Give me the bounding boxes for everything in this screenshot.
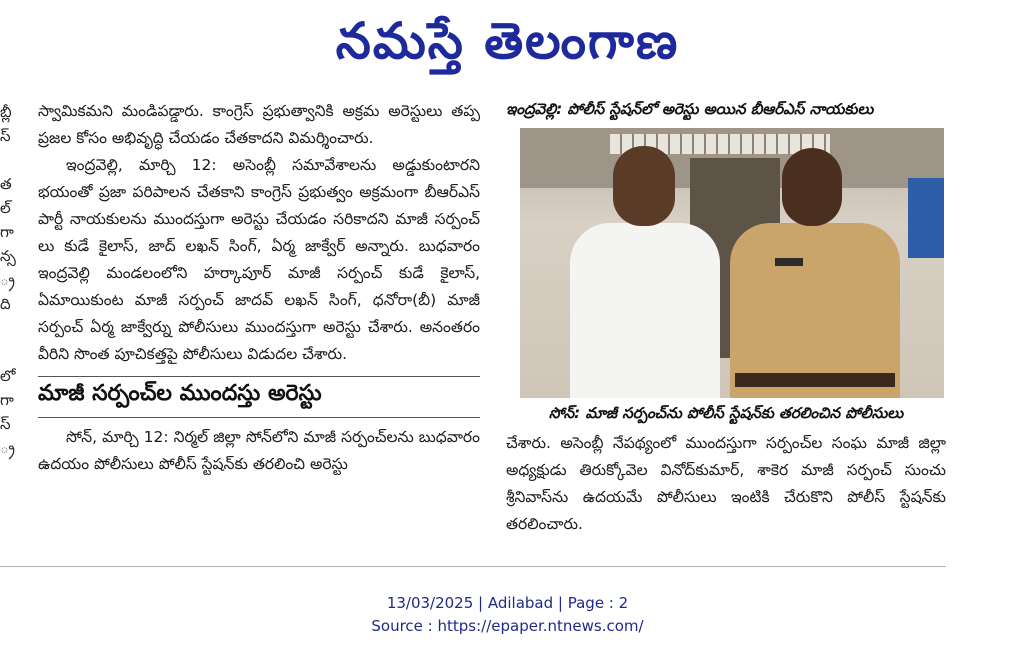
footer-divider bbox=[0, 566, 946, 567]
photo-police-belt bbox=[735, 373, 895, 387]
strip-line: స్ bbox=[0, 415, 11, 433]
strip-line: గా bbox=[0, 223, 14, 241]
strip-line: ల్ bbox=[0, 199, 11, 217]
strip-line: త bbox=[0, 175, 12, 193]
photo-subcaption: సోన్: మాజీ సర్పంచ్‌ను పోలీస్ స్టేషన్‌కు తరలించిన పోలీసులు bbox=[548, 404, 904, 422]
photo-person-police-head bbox=[782, 148, 842, 226]
strip-line: ది bbox=[0, 295, 11, 313]
strip-line bbox=[0, 340, 18, 364]
strip-line: న్స bbox=[0, 247, 16, 265]
strip-line bbox=[0, 460, 18, 484]
article-paragraph: చేశారు. అసెంబ్లీ నేపథ్యంలో ముందస్తుగా సర్పంచ్‌ల సంఘ మాజీ జిల్లా అధ్యక్షుడు తిరుక్కోవెల వినోద్‌కుమార్, శాకెర మాజీ సర్పంచ్ సుంచు శ్రీనివాస్‌ను ఉదయమే పోలీసులు ఇంటికి చేరుకొని పోలీస్ స్టేషన్‌కు తరలించారు. bbox=[506, 434, 946, 533]
photo-name-badge bbox=[775, 258, 803, 266]
article-paragraph: స్వామికమని మండిపడ్డారు. కాంగ్రెస్ ప్రభుత్వానికి అక్రమ అరెస్టులు తప్ప ప్రజల కోసం అభివృద్ధి చేయడం చేతకాదని విమర్శించారు. bbox=[38, 102, 480, 147]
photo-person-police bbox=[730, 223, 900, 398]
footer-date-edition: 13/03/2025 | Adilabad | Page : 2 bbox=[386, 594, 629, 612]
news-photo bbox=[520, 128, 944, 398]
adjacent-column-strip bbox=[0, 100, 18, 550]
footer-source-link[interactable]: Source : https://epaper.ntnews.com/ bbox=[371, 617, 644, 635]
strip-line: గా bbox=[0, 391, 14, 409]
newspaper-masthead: నమస్తే తెలంగాణ bbox=[335, 12, 680, 70]
photo-person-civilian-head bbox=[613, 146, 675, 226]
strip-line: లో bbox=[0, 367, 16, 385]
article-paragraph: ఇంద్రవెల్లి, మార్చి 12: అసెంబ్లీ సమావేశాలను అడ్డుకుంటారని భయంతో ప్రజా పరిపాలన చేతకాని కాంగ్రెస్ ప్రభుత్వం అక్రమంగా బీఆర్ఎస్ పార్టీ నాయకులను ముందస్తుగా అరెస్టు చేయడం సరికాదని మాజీ సర్పంచ్ లు కుడే కైలాస్, జాద్ లఖన్ సింగ్, ఏర్మ జాక్వేర్ అన్నారు. బుధవారం ఇంద్రవెల్లి మండలంలోని హర్కాపూర్ మాజీ సర్పంచ్ కుడే కైలాస్, ఏమాయికుంట మాజీ సర్పంచ్ జాదవ్ లఖన్ సింగ్, ధనోరా(బీ) మాజీ సర్పంచ్ ఏర్మ జాక్వేర్ను పోలీసులు ముందస్తుగా అరెస్టు చేశారు. అనంతరం వీరిని సొంత పూచికత్తపై పోలీసులు విడుదల చేశారు. bbox=[38, 156, 480, 363]
strip-line: ్ర bbox=[0, 439, 15, 457]
article-paragraph: సోన్, మార్చి 12: నిర్మల్ జిల్లా సోన్‌లోని మాజీ సర్పంచ్‌లను బుధవారం ఉదయం పోలీసులు పోలీస్ స్టేషన్‌కు తరలించి అరెస్టు bbox=[38, 428, 480, 473]
article-subheading bbox=[38, 376, 480, 418]
article-column-left bbox=[38, 98, 480, 478]
photo-caption: ఇంద్రవెల్లి: పోలీస్ స్టేషన్‌లో అరెస్టు అయిన బీఆర్ఎస్ నాయకులు bbox=[506, 100, 874, 118]
article-column-right bbox=[506, 96, 946, 538]
strip-line: బ్లీ bbox=[0, 103, 12, 121]
photo-person-civilian bbox=[570, 223, 720, 398]
photo-sign bbox=[908, 178, 944, 258]
strip-line: ్ర bbox=[0, 271, 15, 289]
strip-line bbox=[0, 316, 18, 340]
strip-line bbox=[0, 148, 18, 172]
subheading-text: మాజీ సర్పంచ్‌ల ముందస్తు అరెస్టు bbox=[38, 381, 322, 406]
strip-line: స్ bbox=[0, 127, 11, 145]
